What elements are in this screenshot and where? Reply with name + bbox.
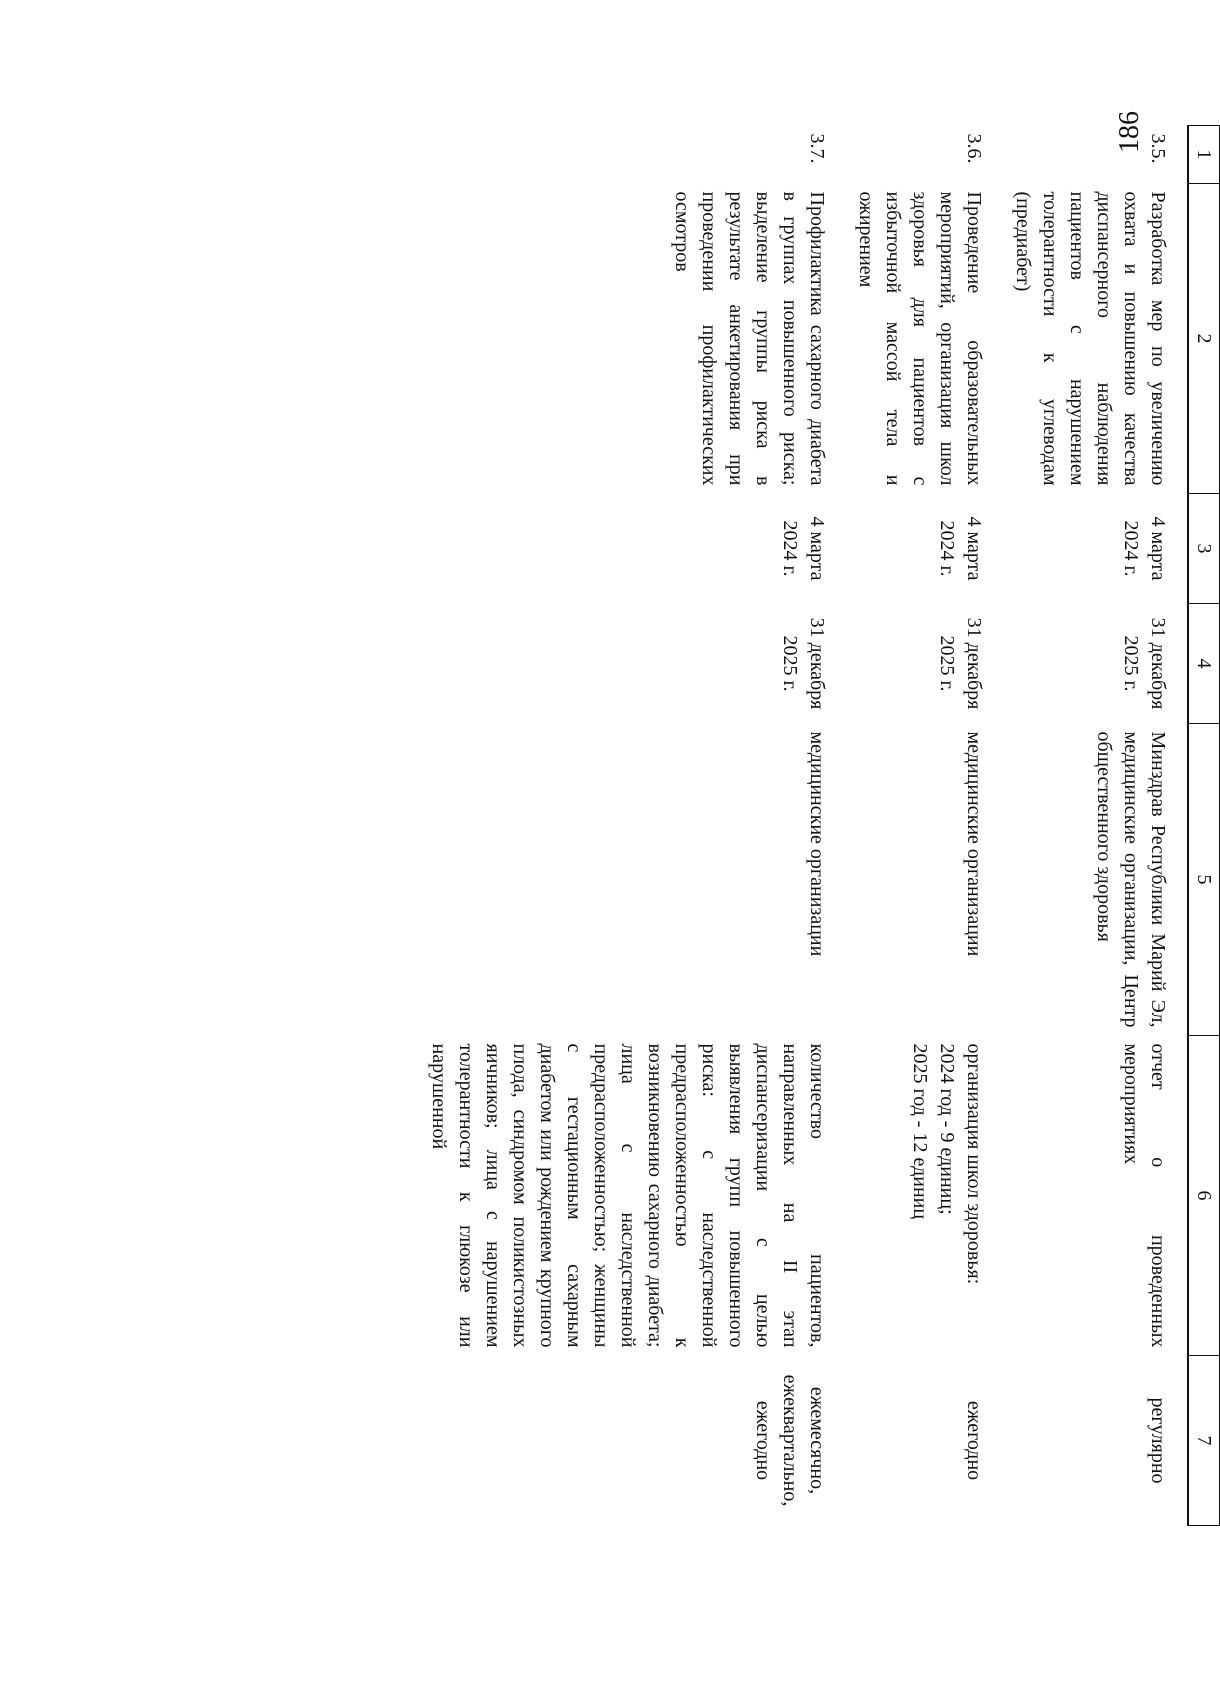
column-number-4: 4 [1188, 604, 1220, 724]
indicator-cell: отчет о проведенных мероприятиях [1120, 1043, 1169, 1348]
table-row [846, 126, 1003, 1526]
column-number-7: 7 [1188, 1356, 1220, 1526]
periodicity-cell: регулярно [1147, 1397, 1169, 1484]
row-number: 3.7. [806, 133, 828, 164]
table-row [1003, 126, 1188, 1526]
executor-cell: медицинские организации [806, 731, 828, 957]
executor-cell: медицинские организации [963, 731, 985, 957]
page-number: 186 [1114, 111, 1145, 153]
column-number-5: 5 [1188, 724, 1220, 1036]
periodicity-line: ежеквартально, [779, 1374, 801, 1507]
table-header-row [1188, 126, 1220, 1526]
periodicity-line: ежемесячно, [806, 1386, 828, 1495]
activity-cell: Профилактика сахарного диабета в группах повышенного риска; выделение группы риска в результате анкетирования при проведении профилактических осмотров [671, 191, 828, 486]
activity-cell: Разработка мер по увеличению охвата и повышению качества диспансерного наблюдения пациентов с нарушением толерантности к углеводам (предиабет) [1012, 191, 1169, 486]
document-table-area [180, 125, 1220, 1525]
periodicity-cell: ежегодно [963, 1400, 985, 1481]
end-date-cell: 31 декабря 2025 г. [1120, 617, 1169, 710]
row-number: 3.5. [1147, 133, 1169, 164]
indicator-line: 2024 год - 9 единиц; [936, 1043, 958, 1215]
column-number-2: 2 [1188, 184, 1220, 494]
table-row [419, 126, 846, 1526]
column-number-3: 3 [1188, 494, 1220, 604]
indicator-cell: количество пациентов, направленных на II этап диспансеризации с целью выявления групп повышенного риска: с наследственной предрасположенностью к возникновению сахарного диабета; лица с наследственной предрасположенностью; женщины с гестационным сахарным диабетом или рождением крупного плода, синдромом поликистозных яичников; лица с нарушением толерантности к глюкозе или нарушенной [428, 1043, 828, 1348]
indicator-cell [846, 1036, 1003, 1356]
executor-cell: Минздрав Республики Марий Эл, медицинские организации, Центр общественного здоровья [1093, 731, 1169, 1028]
rotated-table-container [180, 125, 1220, 1525]
end-date-cell: 31 декабря 2025 г. [936, 617, 985, 710]
start-date-cell: 4 марта 2024 г. [779, 516, 828, 581]
indicator-line: организация школ здоровья: [963, 1043, 985, 1285]
row-number: 3.6. [963, 133, 985, 164]
column-number-6: 6 [1188, 1036, 1220, 1356]
periodicity-line: ежегодно [752, 1400, 774, 1481]
column-number-1: 1 [1188, 126, 1220, 184]
end-date-cell: 31 декабря 2025 г. [779, 617, 828, 710]
start-date-cell: 4 марта 2024 г. [936, 516, 985, 581]
start-date-cell: 4 марта 2024 г. [1120, 516, 1169, 581]
action-plan-table [419, 125, 1220, 1526]
indicator-line: 2025 год - 12 единиц [909, 1043, 931, 1220]
activity-cell: Проведение образовательных мероприятий, организация школ здоровья для пациентов с избыточной массой тела и ожирением [855, 191, 985, 486]
periodicity-cell [419, 1356, 846, 1526]
